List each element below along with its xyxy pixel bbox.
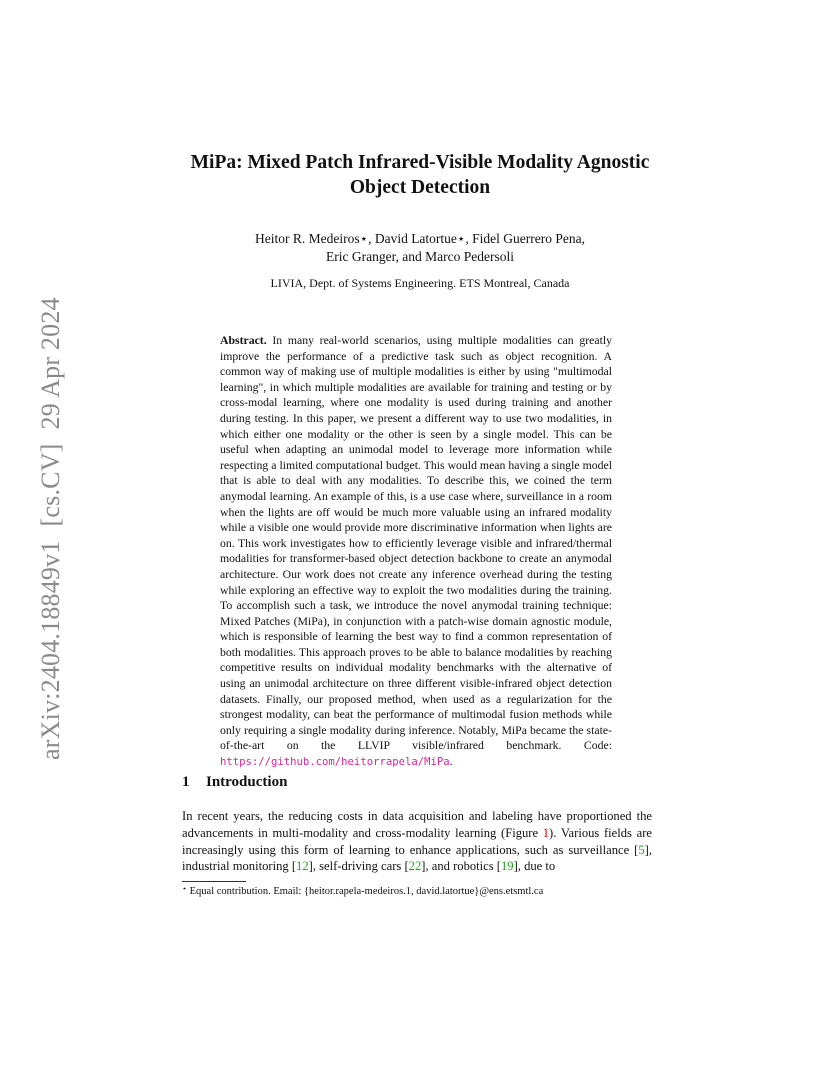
author-list xyxy=(200,230,640,266)
authors-line-2: Eric Granger, and Marco Pedersoli xyxy=(325,249,514,264)
intro-text-f: ], due to xyxy=(513,859,556,874)
intro-text-d: ], self-driving cars [ xyxy=(308,859,409,874)
section-number: 1 xyxy=(182,774,190,790)
figure-reference-link[interactable]: 1 xyxy=(542,825,550,840)
arxiv-category: [cs.CV] xyxy=(36,443,65,527)
intro-text-b: ). Various fields are increasingly using this form of learning to enhance applications, such as surveillance [ xyxy=(182,825,653,857)
arxiv-identifier-stamp xyxy=(36,297,66,760)
abstract xyxy=(220,333,612,771)
arxiv-date: 29 Apr 2024 xyxy=(36,297,65,430)
citation-link-19[interactable]: 19 xyxy=(501,859,514,874)
authors-line-1: Heitor R. Medeiros⋆, David Latortue⋆, Fidel Guerrero Pena, xyxy=(255,231,585,246)
intro-text-e: ], and robotics [ xyxy=(421,859,501,874)
abstract-label: Abstract. xyxy=(220,334,267,347)
arxiv-id: arXiv:2404.18849v1 xyxy=(36,540,65,760)
footnote xyxy=(182,884,543,897)
title-line-2: Object Detection xyxy=(349,177,491,198)
abstract-text: In many real-world scenarios, using multiple modalities can greatly improve the performance of a predictive task such as object recognition. A common way of making use of multiple modalities is either by using "multimodal learning", in which multiple modalities are available for training and testing or by cross-modal learning, where one modality is used during training and another during testing. In this paper, we present a different way to use two modalities, in which either one modality or the other is seen by a single model. This can be useful when adapting an unimodal model to leverage more information while respecting a limited computational budget. This would mean having a single model that is able to deal with any modalities. To describe this, we coined the term anymodal learning. An example of this, is a use case where, surveillance in a room when the lights are off would be much more valuable using an infrared modality while a visible one would provide more discriminative information when lights are on. This work investigates how to efficiently leverage visible and infrared/thermal modalities for transformer-based object detection backbone to create an anymodal architecture. Our work does not create any inference overhead during the testing while exploring an effective way to exploit the two modalities during the training. To accomplish such a task, we introduce the novel anymodal training technique: Mixed Patches (MiPa), in conjunction with a patch-wise domain agnostic module, which is responsible of learning the best way to find a common representation of both modalities. This approach proves to be able to balance modalities by reaching competitive results on individual modality benchmarks with the alternative of using an unimodal architecture on three different visible-infrared object detection datasets. Finally, our proposed method, when used as a regularization for the strongest modality, can beat the performance of multimodal fusion methods while only requiring a single modality during inference. Notably, MiPa became the state-of-the-art on the LLVIP visible/infrared benchmark. Code: xyxy=(220,334,612,753)
introduction-paragraph xyxy=(182,808,652,875)
section-title: Introduction xyxy=(206,774,288,790)
footnote-text: Equal contribution. Email: {heitor.rapela-medeiros.1, david.latortue}@ens.etsmtl.ca xyxy=(187,886,544,897)
code-link[interactable]: https://github.com/heitorrapela/MiPa xyxy=(220,756,450,769)
title-line-1: MiPa: Mixed Patch Infrared-Visible Modality Agnostic xyxy=(190,152,650,173)
affiliation: LIVIA, Dept. of Systems Engineering. ETS Montreal, Canada xyxy=(270,276,570,290)
footnote-divider xyxy=(182,881,246,882)
intro-text-a: In recent years, the reducing costs in data acquisition and labeling have proportioned the advancements in multi-modality and cross-modality learning (Figure xyxy=(182,809,652,840)
paper-title xyxy=(160,150,680,200)
intro-text-c: ], industrial monitoring [ xyxy=(182,842,652,874)
section-heading-introduction xyxy=(182,774,287,791)
citation-link-5[interactable]: 5 xyxy=(638,842,645,857)
citation-link-22[interactable]: 22 xyxy=(408,859,422,874)
citation-link-12[interactable]: 12 xyxy=(296,859,309,874)
footnote-marker: ⋆ xyxy=(182,884,188,893)
abstract-end: . xyxy=(449,755,453,769)
